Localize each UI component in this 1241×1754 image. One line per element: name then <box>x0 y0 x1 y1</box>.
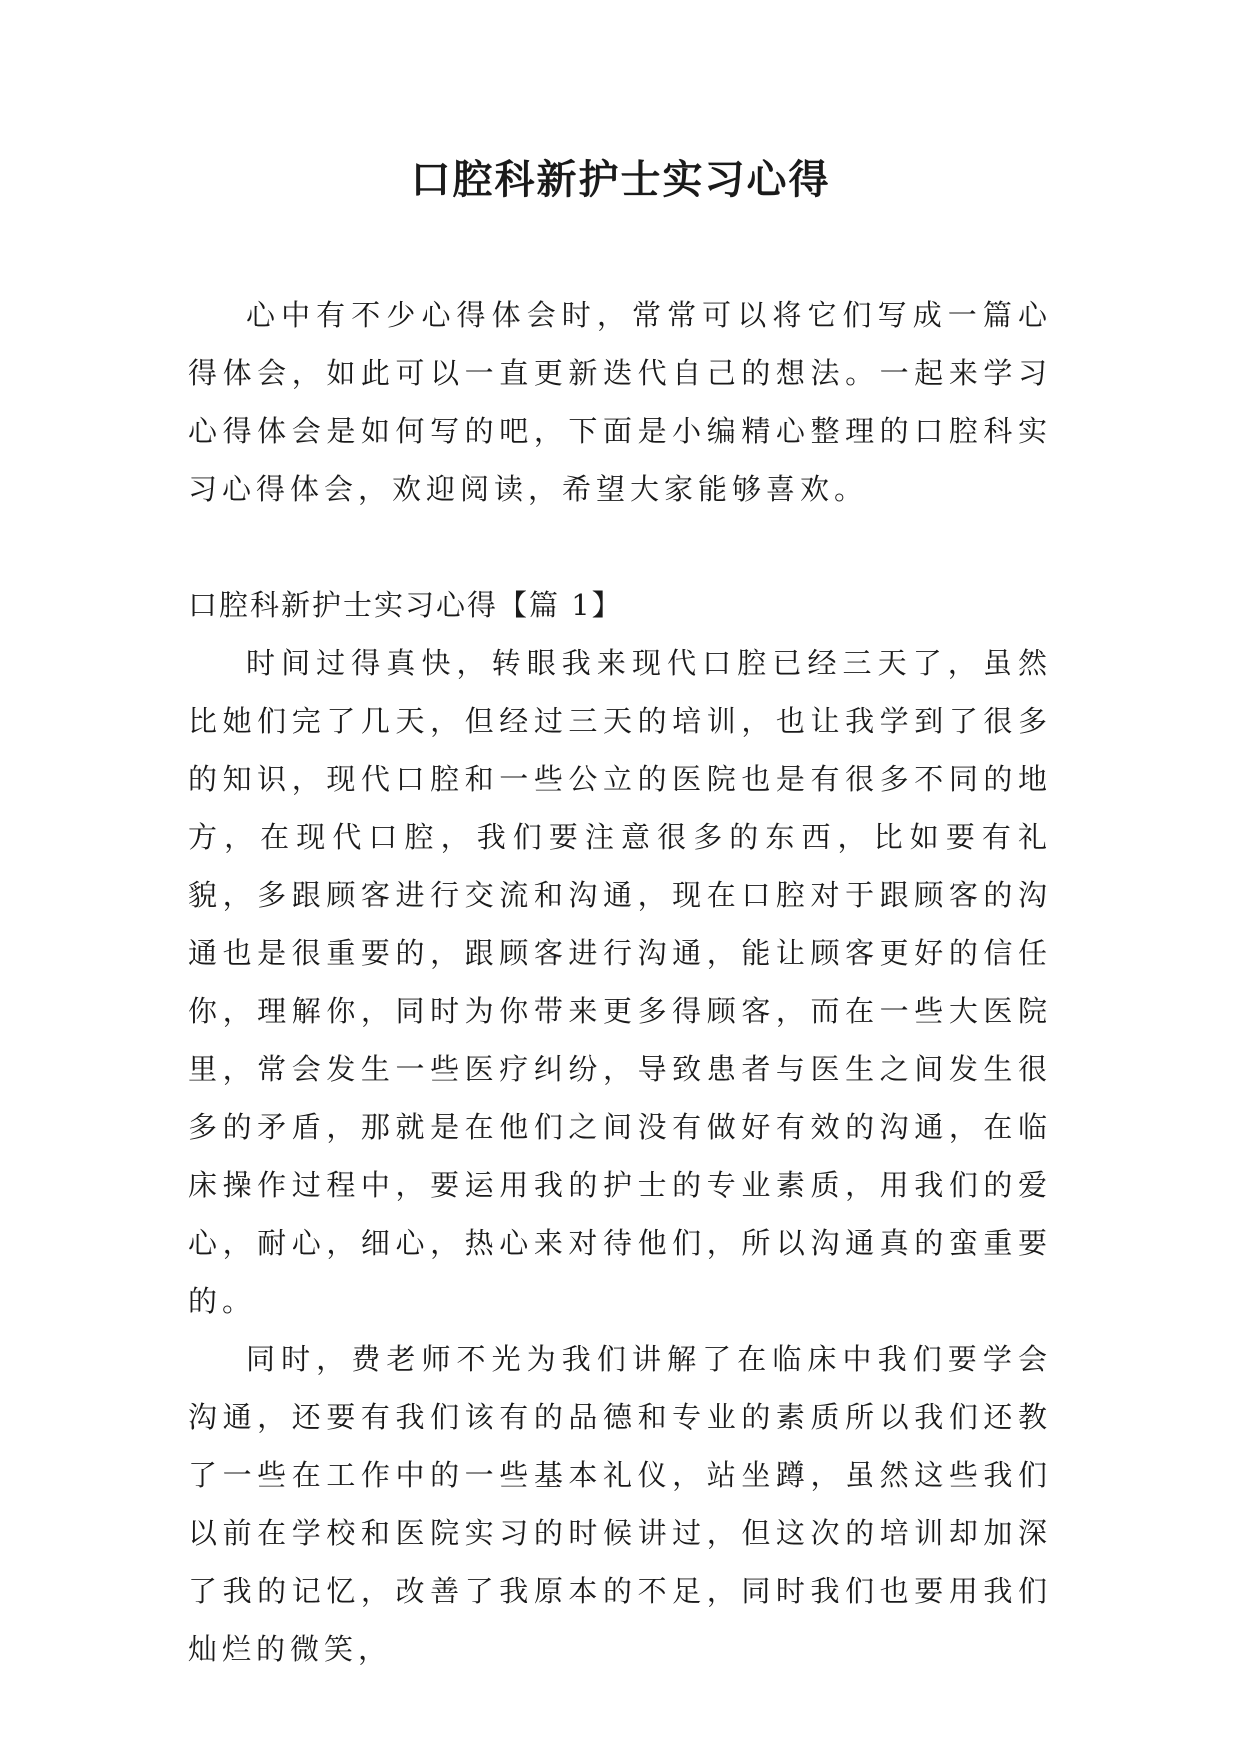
intro-paragraph: 心中有不少心得体会时，常常可以将它们写成一篇心得体会，如此可以一直更新迭代自己的想法。一起来学习心得体会是如何写的吧，下面是小编精心整理的口腔科实习心得体会，欢迎阅读，希望大家能够喜欢。 <box>188 298 1052 506</box>
document-title: 口腔科新护士实习心得 <box>410 156 831 203</box>
body-paragraph-1: 时间过得真快，转眼我来现代口腔已经三天了，虽然比她们完了几天，但经过三天的培训，也让我学到了很多的知识，现代口腔和一些公立的医院也是有很多不同的地方，在现代口腔，我们要注意很多的东西，比如要有礼貌，多跟顾客进行交流和沟通，现在口腔对于跟顾客的沟通也是很重要的，跟顾客进行沟通，能让顾客更好的信任你，理解你，同时为你带来更多得顾客，而在一些大医院里，常会发生一些医疗纠纷，导致患者与医生之间发生很多的矛盾，那就是在他们之间没有做好有效的沟通，在临床操作过程中，要运用我的护士的专业素质，用我们的爱心，耐心，细心，热心来对待他们，所以沟通真的蛮重要的。 <box>188 646 1052 1318</box>
body-paragraph-2: 同时，费老师不光为我们讲解了在临床中我们要学会沟通，还要有我们该有的品德和专业的素质所以我们还教了一些在工作中的一些基本礼仪，站坐蹲，虽然这些我们以前在学校和医院实习的时候讲过，但这次的培训却加深了我的记忆，改善了我原本的不足，同时我们也要用我们灿烂的微笑， <box>188 1342 1052 1666</box>
document-body <box>188 286 1052 1678</box>
section-heading: 口腔科新护士实习心得【篇 1】 <box>188 588 623 622</box>
